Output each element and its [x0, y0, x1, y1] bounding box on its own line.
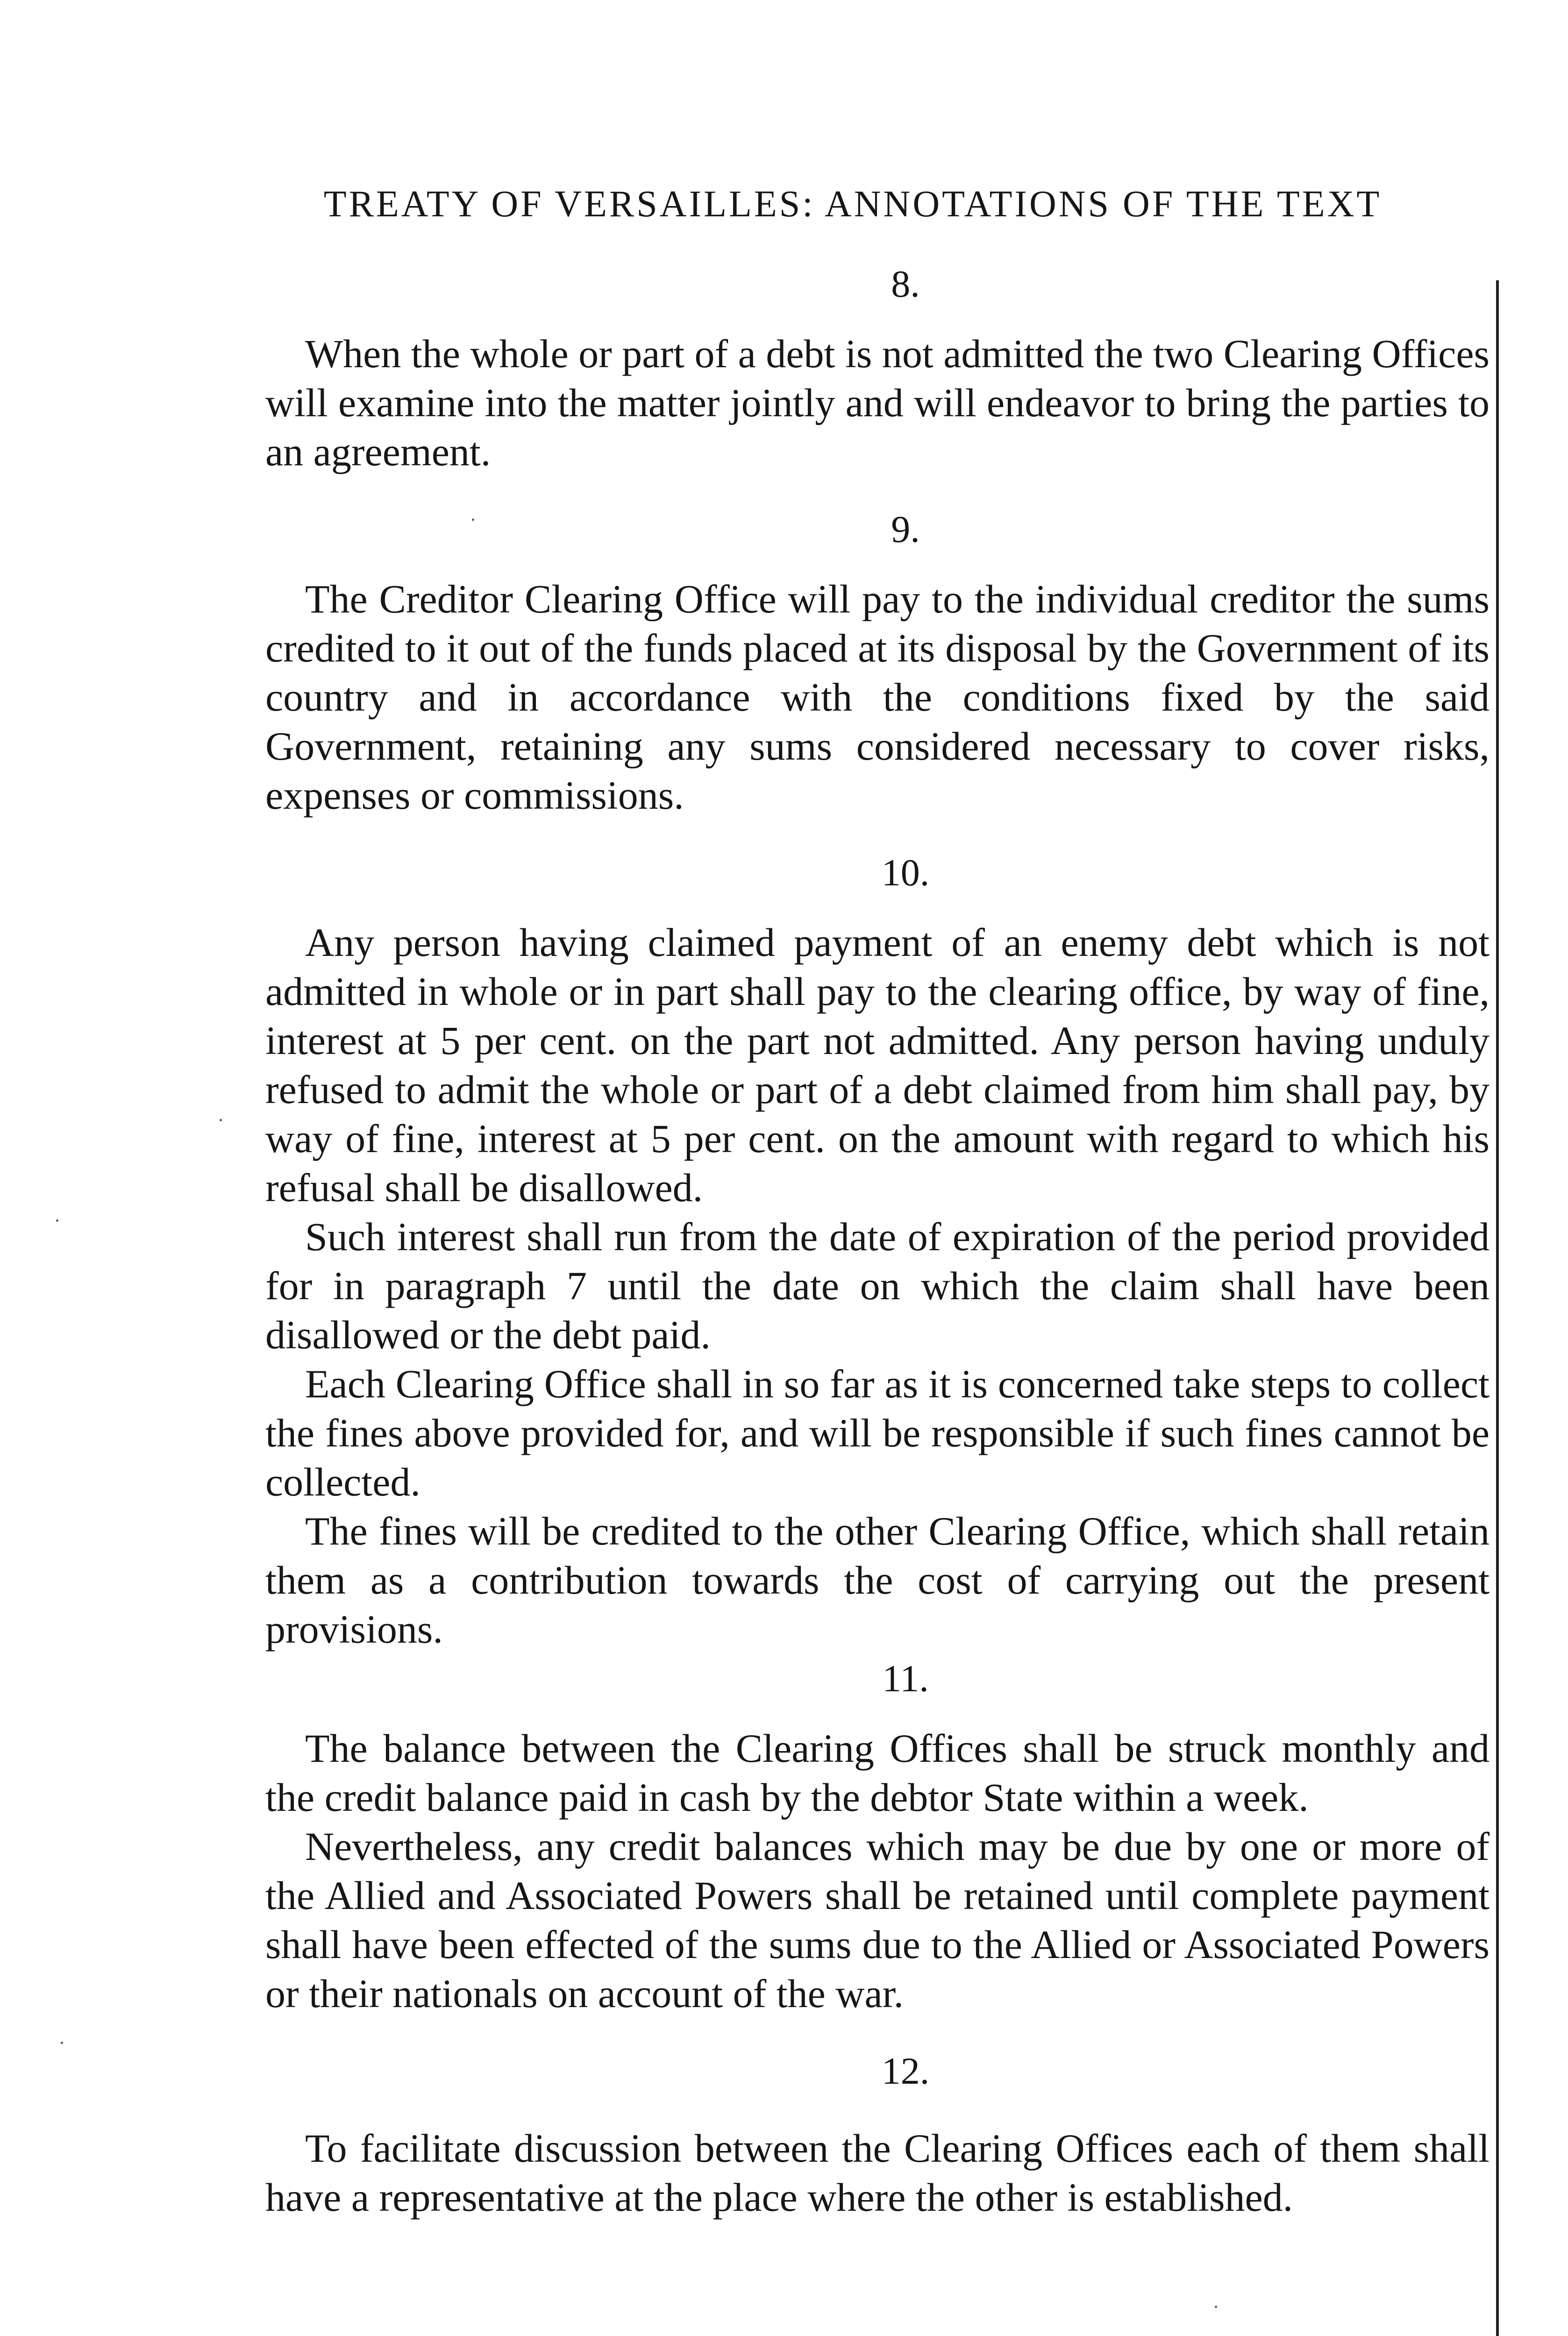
paragraph: Any person having claimed payment of an enemy debt which is not admitted in whole or in part shall pay to the clearing office, by way of fine, interest at 5 per cent. on the part not admitted. Any person having unduly refused to admit the whole or part of a debt claimed from him shall pay, by way of fine, interest at 5 per cent. on the amount with regard to which his refusal shall be disallowed.: [265, 920, 1490, 1210]
scan-speck: [220, 1119, 222, 1121]
paragraph: When the whole or part of a debt is not admitted the two Clearing Offices will examine into the matter jointly and will endeavor to bring the parties to an agreement.: [265, 331, 1490, 474]
section-number: 12.: [881, 2050, 930, 2092]
section-8: [265, 259, 1490, 477]
paragraph: Nevertheless, any credit balances which may be due by one or more of the Allied and Associated Powers shall be retained until complete payment shall have been effected of the sums due to the Allied or Associated Powers or their nationals on account of the war.: [265, 1824, 1490, 2016]
section-12: [265, 2046, 1490, 2222]
section-number: 8.: [891, 263, 920, 305]
section-10: [265, 848, 1490, 1654]
scan-speck: [472, 519, 474, 521]
scan-speck: [61, 2042, 63, 2044]
section-11: [265, 1654, 1490, 2018]
scan-speck: [1215, 2306, 1217, 2308]
margin-rule: [1496, 280, 1499, 2336]
paragraph: To facilitate discussion between the Clearing Offices each of them shall have a representative at the place where the other is established.: [265, 2126, 1490, 2220]
text-column: [265, 259, 1490, 2222]
section-number: 10.: [881, 851, 930, 894]
paragraph: Each Clearing Office shall in so far as it is concerned take steps to collect the fines above provided for, and will be responsible if such fines cannot be collected.: [265, 1361, 1490, 1504]
paragraph: The fines will be credited to the other Clearing Office, which shall retain them as a contribution towards the cost of carrying out the present provisions.: [265, 1509, 1490, 1652]
paragraph: Such interest shall run from the date of expiration of the period provided for in paragraph 7 until the date on which the claim shall have been disallowed or the debt paid.: [265, 1214, 1490, 1357]
section-9: [265, 505, 1490, 820]
scan-speck: [56, 1219, 58, 1222]
section-number: 9.: [891, 508, 920, 550]
paragraph: The balance between the Clearing Offices shall be struck monthly and the credit balance paid in cash by the debtor State within a week.: [265, 1726, 1490, 1820]
running-title: TREATY OF VERSAILLES: ANNOTATIONS OF THE TEXT: [323, 184, 1382, 225]
section-number: 11.: [882, 1657, 929, 1700]
paragraph: The Creditor Clearing Office will pay to the individual creditor the sums credited to it out of the funds placed at its disposal by the Government of its country and in accordance with the conditions fixed by the said Government, retaining any sums considered necessary to cover risks, expenses or commissions.: [265, 577, 1490, 818]
